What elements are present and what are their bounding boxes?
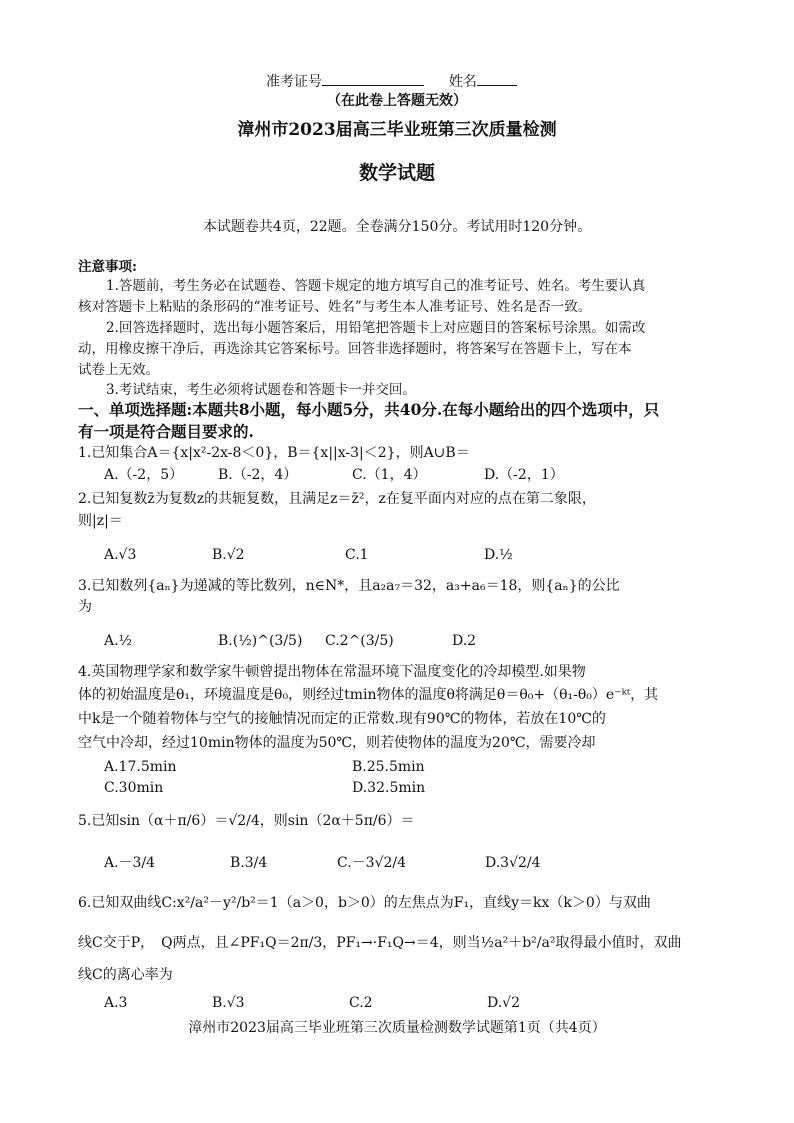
q6-option-c: C.2	[349, 995, 373, 1011]
question-3-stem: 为	[78, 599, 92, 615]
q4-option-c: C.30min	[104, 780, 164, 796]
notice-line: 1.答题前，考生务必在试题卷、答题卡规定的地方填写自己的准考证号、姓名。考生要认真	[106, 278, 646, 294]
q6-option-b: B.√3	[212, 995, 245, 1011]
q5-option-a: A.－3/4	[104, 855, 156, 871]
q6-option-a: A.3	[104, 995, 128, 1011]
section-heading: 一、单项选择题:本题共8小题，每小题5分，共40分.在每小题给出的四个选项中，只	[78, 400, 660, 419]
notice-heading: 注意事项:	[78, 259, 137, 275]
question-4-stem: 体的初始温度是θ₁，环境温度是θ₀，则经过tmin物体的温度θ将满足θ＝θ₀+（θ₁-θ₀）e⁻ᵏᵗ，其	[78, 687, 659, 703]
name-label: 姓名	[448, 74, 477, 90]
question-2-stem: 2.已知复数z̄为复数z的共轭复数，且满足z＝z̄²，z在复平面内对应的点在第二象限，	[78, 491, 596, 507]
question-3-stem: 3.已知数列{aₙ}为递减的等比数列，n∈N*，且a₂a₇＝32，a₃+a₆＝18，则{aₙ}的公比	[78, 578, 620, 594]
exam-title: 漳州市2023届高三毕业班第三次质量检测	[237, 120, 557, 140]
q5-option-d: D.3√2/4	[485, 855, 541, 871]
q1-option-b: B.（-2，4）	[218, 467, 298, 483]
notice-line: 核对答题卡上粘贴的条形码的“准考证号、姓名”与考生本人准考证号、姓名是否一致。	[78, 299, 592, 315]
exam-header-fields	[266, 71, 517, 91]
q1-option-d: D.（-2，1）	[484, 467, 564, 483]
notice-line: 动，用橡皮擦干净后，再选涂其它答案标号。回答非选择题时，将答案写在答题卡上，写在本	[78, 341, 632, 357]
page-footer: 漳州市2023届高三毕业班第三次质量检测数学试题第1页（共4页）	[188, 1020, 606, 1036]
name-blank	[477, 71, 517, 86]
notice-line: 3.考试结束，考生必须将试题卷和答题卡一并交回。	[106, 382, 416, 398]
question-6-stem: 线C交于P， Q两点，且∠PF₁Q＝2π/3，PF₁→·F₁Q→＝4，则当½a²＋b²/a²取得最小值时，双曲	[78, 935, 682, 951]
question-1-stem: 1.已知集合A＝{x|x²-2x-8＜0}，B＝{x||x-3|＜2}，则A∪B＝	[78, 445, 470, 461]
q2-option-d: D.½	[484, 547, 513, 563]
q2-option-b: B.√2	[212, 547, 245, 563]
exam-number-label: 准考证号	[266, 74, 322, 90]
q4-option-b: B.25.5min	[352, 759, 425, 775]
question-4-stem: 中k是一个随着物体与空气的接触情况而定的正常数.现有90℃的物体，若放在10℃的	[78, 711, 606, 727]
q1-option-c: C.（1，4）	[352, 467, 427, 483]
q3-option-a: A.½	[104, 633, 133, 649]
subject-title: 数学试题	[358, 162, 435, 184]
q1-option-a: A.（-2，5）	[104, 467, 184, 483]
question-5-stem: 5.已知sin（α＋π/6）＝√2/4，则sin（2α＋5π/6）＝	[78, 813, 415, 829]
section-heading: 有一项是符合题目要求的.	[78, 422, 254, 441]
q2-option-c: C.1	[345, 547, 369, 563]
q5-option-b: B.3/4	[230, 855, 268, 871]
question-6-stem: 6.已知双曲线C:x²/a²－y²/b²＝1（a＞0，b＞0）的左焦点为F₁，直线y＝kx（k＞0）与双曲	[78, 895, 651, 911]
q3-option-c: C.2^(3/5)	[325, 633, 394, 649]
question-2-stem: 则|z|＝	[78, 513, 123, 529]
exam-number-blank	[322, 71, 424, 86]
question-4-stem: 空气中冷却，经过10min物体的温度为50℃，则若使物体的温度为20℃，需要冷却	[78, 735, 596, 751]
question-6-stem: 线C的离心率为	[78, 967, 173, 983]
q3-option-d: D.2	[452, 633, 477, 649]
notice-line: 试卷上无效。	[78, 362, 159, 378]
question-4-stem: 4.英国物理学家和数学家牛顿曾提出物体在常温环境下温度变化的冷却模型.如果物	[78, 664, 586, 680]
invalid-note: （在此卷上答题无效）	[327, 93, 467, 109]
q3-option-b: B.(½)^(3/5)	[218, 633, 303, 649]
q4-option-d: D.32.5min	[352, 780, 426, 796]
q5-option-c: C.－3√2/4	[337, 855, 407, 871]
exam-intro: 本试题卷共4页，22题。全卷满分150分。考试用时120分钟。	[202, 219, 592, 235]
q2-option-a: A.√3	[104, 547, 137, 563]
q6-option-d: D.√2	[487, 995, 521, 1011]
q4-option-a: A.17.5min	[104, 759, 177, 775]
notice-line: 2.回答选择题时，选出每小题答案后，用铅笔把答题卡上对应题目的答案标号涂黑。如需改	[106, 320, 646, 336]
